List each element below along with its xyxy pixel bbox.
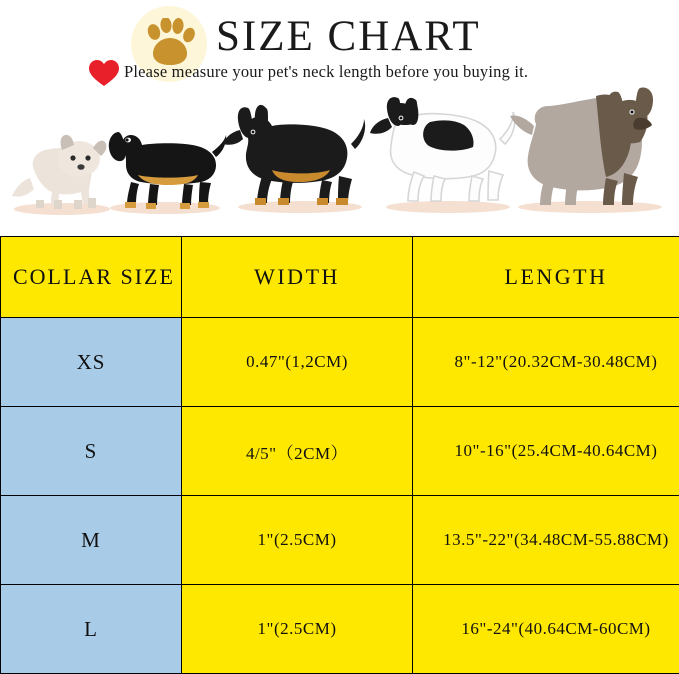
cell-size-xs: XS <box>1 318 182 407</box>
dog-illustrations <box>0 74 679 234</box>
page-title: SIZE CHART <box>216 12 481 61</box>
measure-instruction: Please measure your pet's neck length before you buying it. <box>124 62 528 82</box>
cell-width-m: 1"(2.5CM) <box>182 496 413 585</box>
wolfhound <box>510 88 662 213</box>
column-header-length: LENGTH <box>413 237 679 318</box>
doberman <box>223 105 365 213</box>
table-row <box>1 318 679 407</box>
cell-size-l: L <box>1 585 182 674</box>
cell-width-s: 4/5"（2CM） <box>182 407 413 496</box>
cell-length-xs: 8"-12"(20.32CM-30.48CM) <box>413 318 679 407</box>
table-row <box>1 496 679 585</box>
table-row <box>1 407 679 496</box>
cell-size-s: S <box>1 407 182 496</box>
dachshund <box>109 132 226 214</box>
greyhound <box>370 97 515 213</box>
size-chart-table <box>0 236 679 674</box>
table-header-row <box>1 237 679 318</box>
cell-width-xs: 0.47"(1,2CM) <box>182 318 413 407</box>
cell-length-m: 13.5"-22"(34.48CM-55.88CM) <box>413 496 679 585</box>
cell-length-s: 10"-16"(25.4CM-40.64CM) <box>413 407 679 496</box>
header <box>0 0 679 236</box>
cell-width-l: 1"(2.5CM) <box>182 585 413 674</box>
column-header-width: WIDTH <box>182 237 413 318</box>
cell-size-m: M <box>1 496 182 585</box>
column-header-collar-size: COLLAR SIZE <box>1 237 182 318</box>
small-white-dog <box>12 135 110 215</box>
table-row <box>1 585 679 674</box>
cell-length-l: 16"-24"(40.64CM-60CM) <box>413 585 679 674</box>
